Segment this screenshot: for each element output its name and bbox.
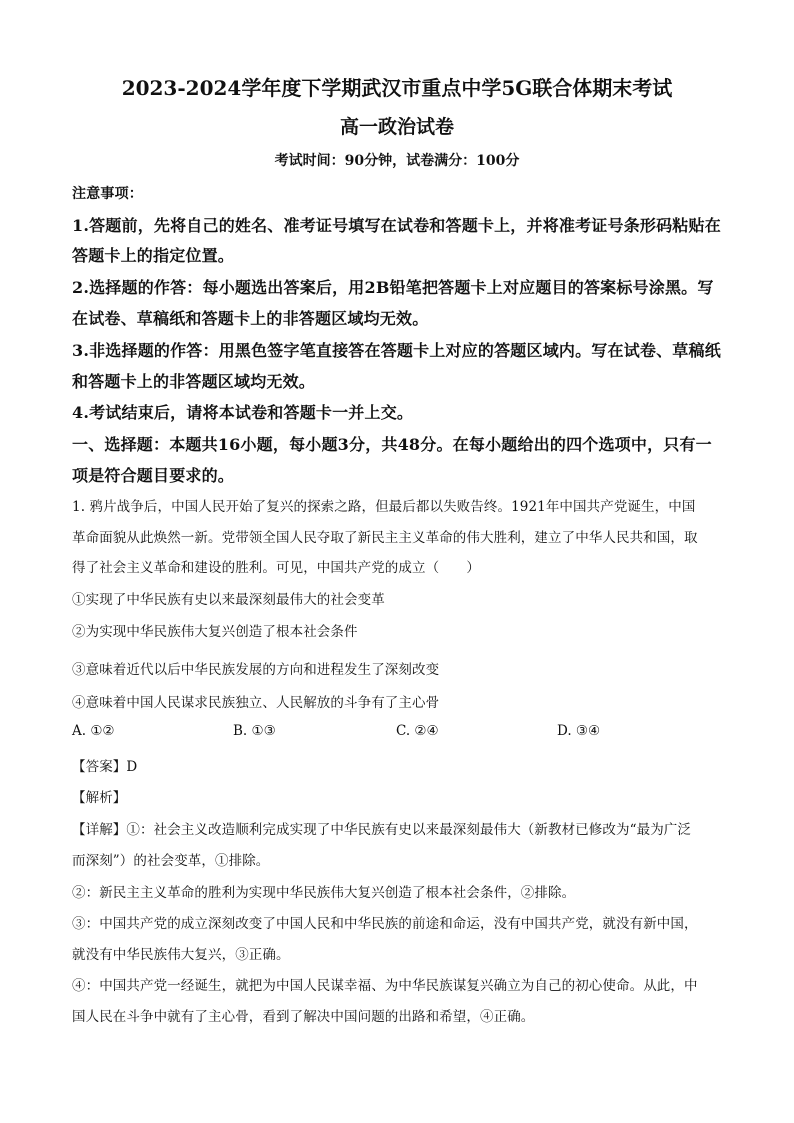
option-b: B. ①③ — [233, 723, 276, 739]
notice-heading: 注意事项： — [72, 186, 143, 202]
notice-line: 3.非选择题的作答：用黑色签字笔直接答在答题卡上对应的答题区域内。写在试卷、草稿纸 — [72, 341, 721, 360]
question-stem: 革命面貌从此焕然一新。党带领全国人民夺取了新民主主义革命的伟大胜利，建立了中华人民共和国，取 — [72, 530, 698, 546]
question-stem: 得了社会主义革命和建设的胜利。可见，中国共产党的成立（ ） — [72, 560, 480, 576]
notice-line: 在试卷、草稿纸和答题卡上的非答题区域均无效。 — [72, 309, 429, 328]
option-c: C. ②④ — [396, 723, 439, 739]
option-a: A. ①② — [72, 723, 115, 739]
section-heading: 项是符合题目要求的。 — [72, 466, 235, 485]
statement-item: ①实现了中华民族有史以来最深刻最伟大的社会变革 — [72, 592, 385, 608]
notice-line: 2.选择题的作答：每小题选出答案后，用2B铅笔把答题卡上对应题目的答案标号涂黑。写 — [72, 278, 714, 297]
analysis-line: ③：中国共产党的成立深刻改变了中国人民和中华民族的前途和命运，没有中国共产党，就没有新中国， — [72, 916, 698, 932]
option-d: D. ③④ — [557, 723, 601, 739]
exam-title: 2023-2024学年度下学期武汉市重点中学5G联合体期末考试 — [121, 76, 673, 100]
analysis-label: 【解析】 — [72, 790, 127, 806]
notice-line: 4.考试结束后，请将本试卷和答题卡一并上交。 — [72, 403, 414, 422]
analysis-line: 【详解】①：社会主义改造顺利完成实现了中华民族有史以来最深刻最伟大（新教材已修改为“最为广泛 — [72, 822, 691, 838]
statement-item: ②为实现中华民族伟大复兴创造了根本社会条件 — [72, 624, 358, 640]
statement-item: ④意味着中国人民谋求民族独立、人民解放的斗争有了主心骨 — [72, 695, 440, 711]
exam-info: 考试时间：90分钟，试卷满分：100分 — [274, 153, 520, 169]
notice-line: 答题卡上的指定位置。 — [72, 246, 235, 265]
answer-label: 【答案】D — [72, 759, 138, 775]
section-heading: 一、选择题：本题共16小题，每小题3分，共48分。在每小题给出的四个选项中，只有一 — [72, 435, 712, 454]
statement-item: ③意味着近代以后中华民族发展的方向和进程发生了深刻改变 — [72, 662, 440, 678]
question-stem: 1. 鸦片战争后，中国人民开始了复兴的探索之路，但最后都以失败告终。1921年中国共产党诞生，中国 — [72, 499, 696, 515]
analysis-line: ②：新民主主义革命的胜利为实现中华民族伟大复兴创造了根本社会条件，②排除。 — [72, 885, 576, 901]
exam-subtitle: 高一政治试卷 — [339, 116, 454, 138]
analysis-line: ④：中国共产党一经诞生，就把为中国人民谋幸福、为中华民族谋复兴确立为自己的初心使命。从此，中 — [72, 978, 698, 994]
analysis-line: 国人民在斗争中就有了主心骨，看到了解决中国问题的出路和希望，④正确。 — [72, 1009, 535, 1025]
notice-line: 和答题卡上的非答题区域均无效。 — [72, 372, 316, 391]
notice-line: 1.答题前，先将自己的姓名、准考证号填写在试卷和答题卡上，并将准考证号条形码粘贴在 — [72, 216, 721, 235]
analysis-line: 就没有中华民族伟大复兴，③正确。 — [72, 947, 290, 963]
analysis-line: 而深刻”）的社会变革，①排除。 — [72, 853, 270, 869]
